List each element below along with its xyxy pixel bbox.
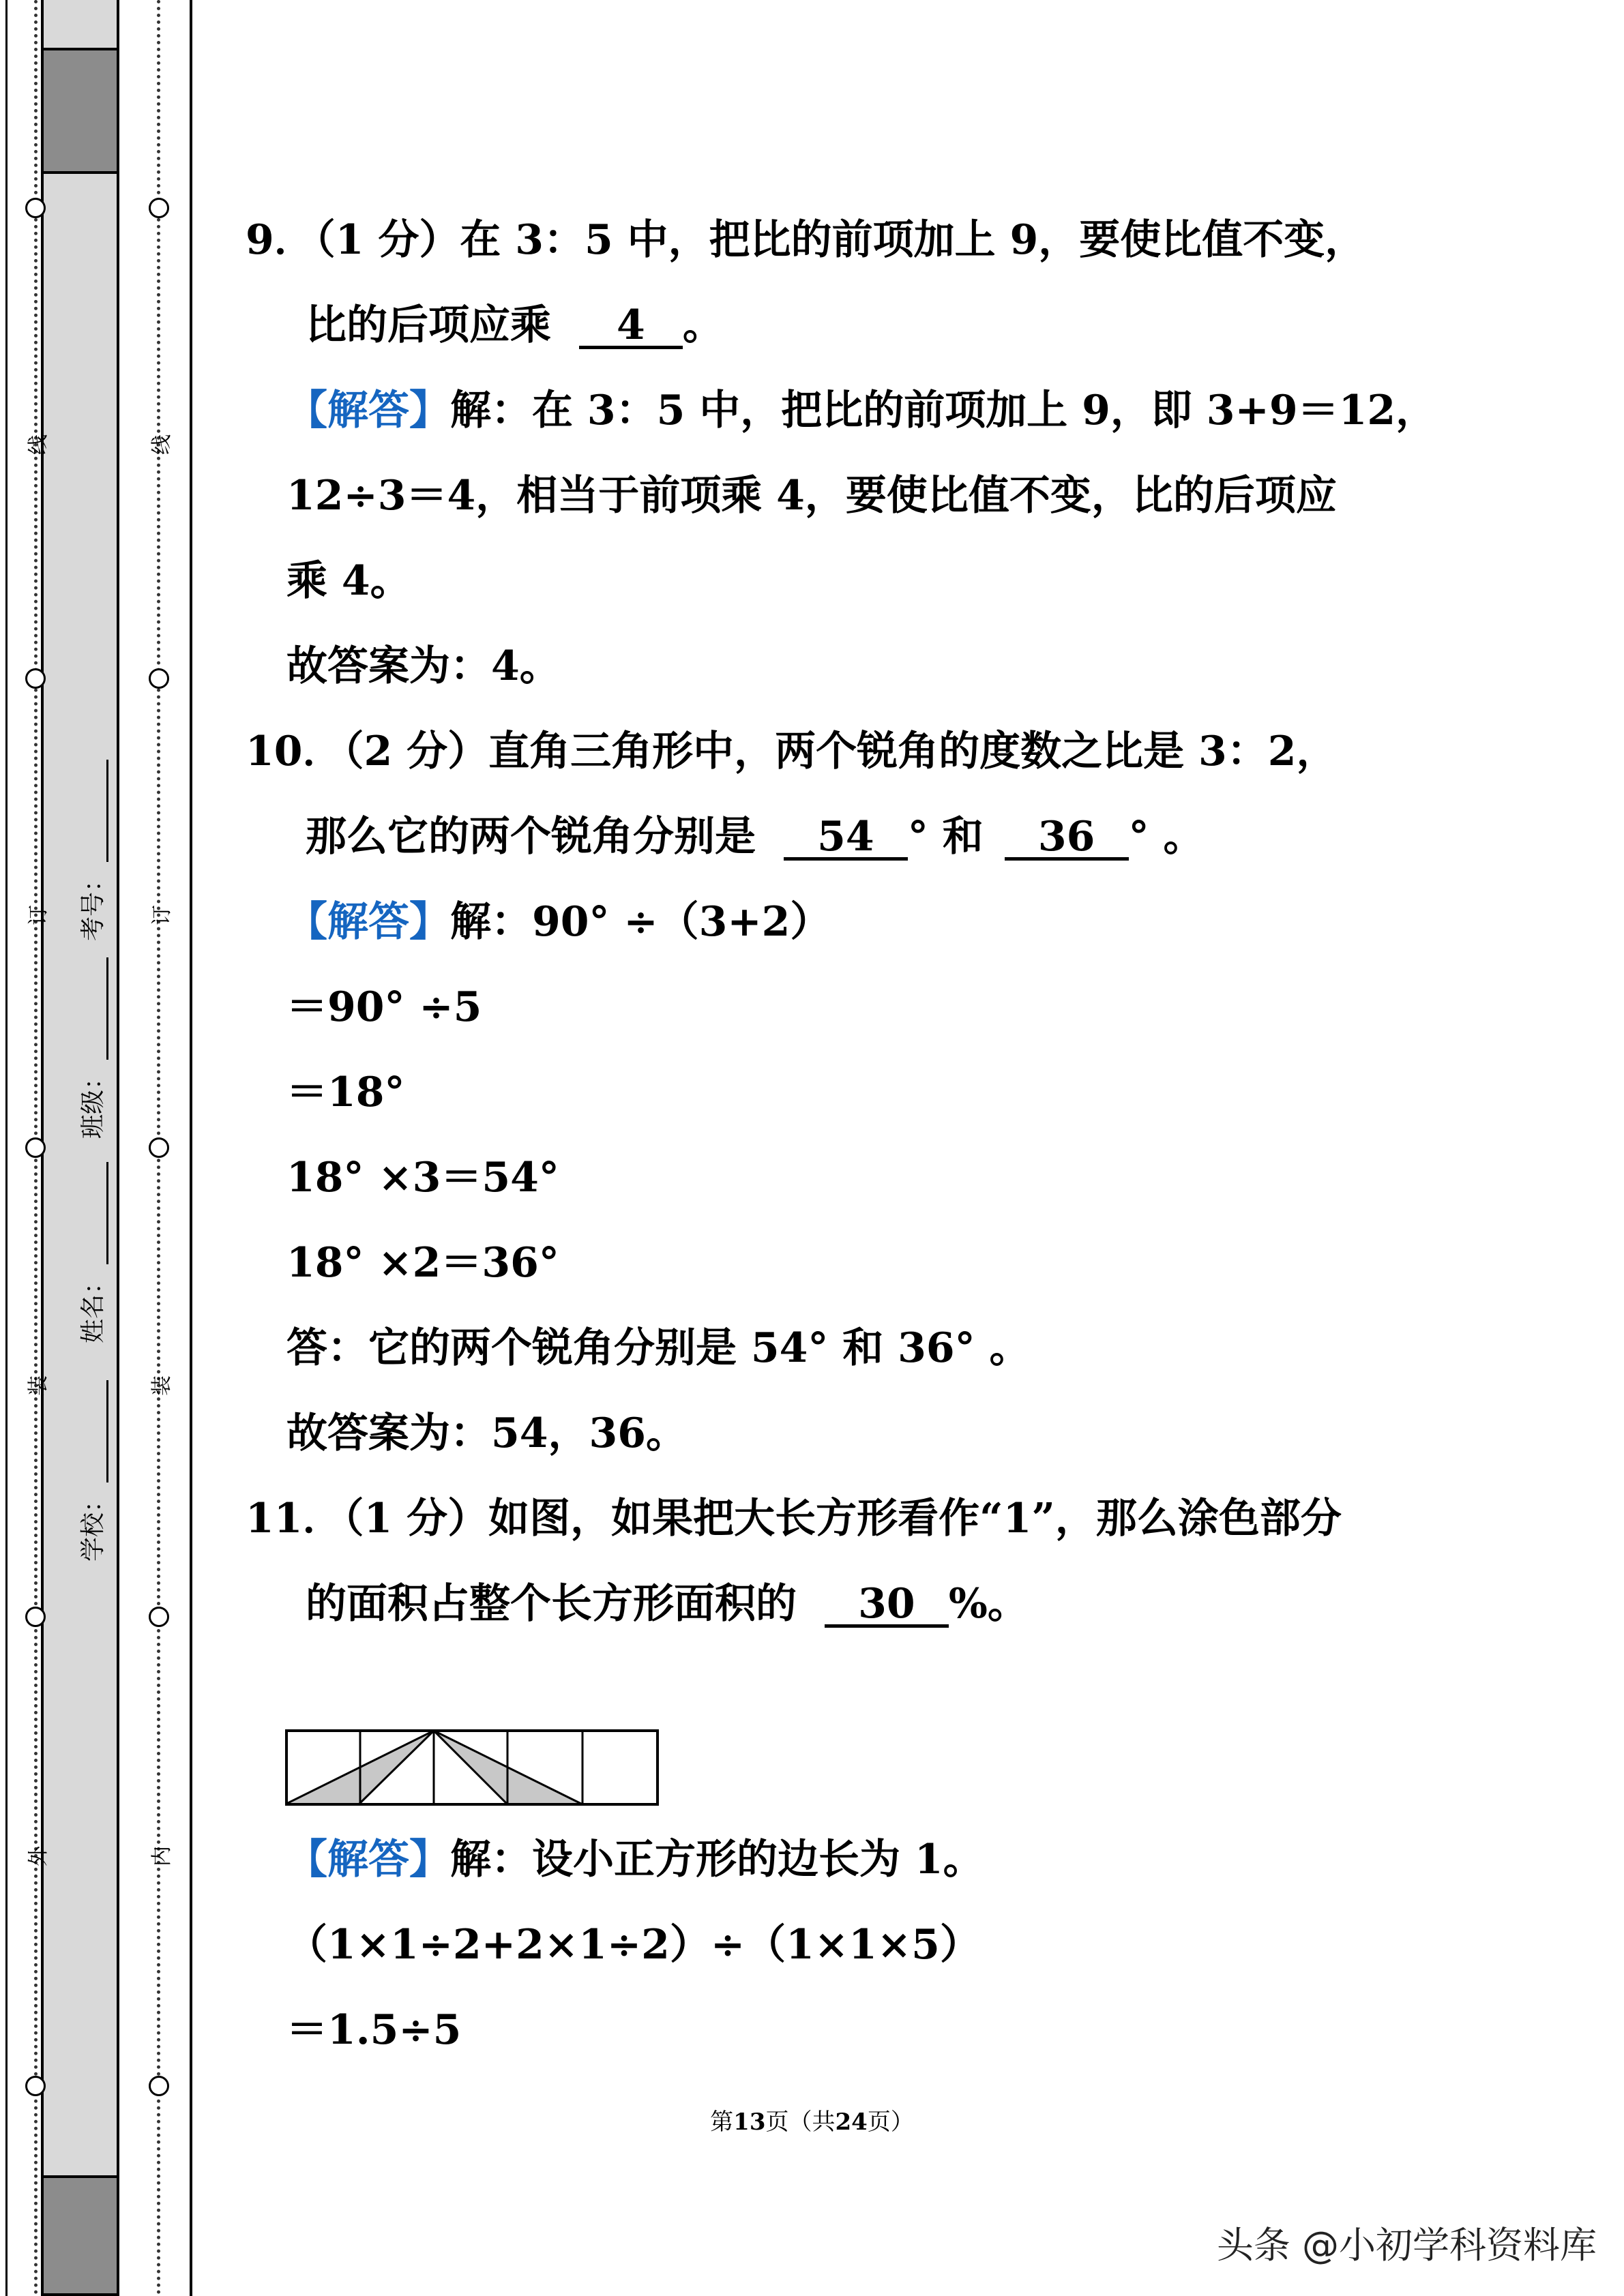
binding-hole-icon <box>25 1137 46 1158</box>
solution-tag: 【解答】 <box>286 387 450 434</box>
q10-solution-line1: 【解答】解：90° ÷（3+2） <box>286 898 831 946</box>
q10-solution-line6: 答：它的两个锐角分别是 54° 和 36° 。 <box>286 1324 1031 1372</box>
q10-solution-line2: ＝90° ÷5 <box>286 983 482 1031</box>
binding-hole-icon <box>25 1607 46 1627</box>
q11-solution-line2: （1×1÷2+2×1÷2）÷（1×1×5） <box>286 1921 981 1969</box>
binding-hole-icon <box>25 198 46 218</box>
q10-answer-1: 54 <box>784 816 908 861</box>
q11-solution-line1: 【解答】解：设小正方形的边长为 1。 <box>286 1836 984 1883</box>
q10-stem-line2: 那么它的两个锐角分别是 54 ° 和 36 ° 。 <box>306 813 1205 861</box>
gutter-dark-block-top <box>41 48 119 174</box>
q10-stem-line1: 10．（2 分）直角三角形中，两个锐角的度数之比是 3：2， <box>246 728 1338 775</box>
binding-hole-icon <box>149 2076 169 2096</box>
solution-tag: 【解答】 <box>286 898 450 946</box>
q9-solution-line3: 乘 4。 <box>286 557 411 605</box>
q9-answer: 4 <box>579 305 683 349</box>
binding-hole-icon <box>149 668 169 689</box>
binding-hole-icon <box>149 1607 169 1627</box>
inner-border-line <box>190 0 192 2296</box>
outer-border-line <box>0 0 8 2296</box>
name-field: 姓名： <box>74 1162 108 1343</box>
q9-stem-line2: 比的后项应乘 4 。 <box>306 301 724 349</box>
q11-stem-line1: 11．（1 分）如图，如果把大长方形看作“1”，那么涂色部分 <box>246 1495 1342 1542</box>
current-page-number: 13 <box>733 2108 766 2136</box>
q9-stem-line1: 9．（1 分）在 3：5 中，把比的前项加上 9，要使比值不变， <box>246 216 1366 264</box>
inner-char-ding: 订 <box>150 905 174 925</box>
binding-hole-icon <box>25 2076 46 2096</box>
q10-solution-line3: ＝18° <box>286 1069 405 1116</box>
gutter-dark-block-bottom <box>41 2175 119 2296</box>
q11-stem-line2: 的面积占整个长方形面积的 30 %。 <box>306 1580 1029 1628</box>
outer-char-zhuang: 装 <box>27 1375 50 1396</box>
q10-solution-line4: 18° ×3＝54° <box>286 1154 559 1202</box>
solution-tag: 【解答】 <box>286 1836 450 1883</box>
q9-solution-line1: 【解答】解：在 3：5 中，把比的前项加上 9，即 3+9＝12， <box>286 387 1437 434</box>
class-field: 班级： <box>74 957 108 1139</box>
total-page-number: 24 <box>835 2108 868 2136</box>
outer-char-xian: 线 <box>27 434 50 455</box>
binding-hole-icon <box>149 1137 169 1158</box>
binding-hole-icon <box>149 198 169 218</box>
outer-char-ding: 订 <box>27 905 50 925</box>
q11-answer: 30 <box>825 1583 949 1628</box>
inner-char-nei: 内 <box>150 1846 174 1866</box>
q11-solution-line3: ＝1.5÷5 <box>286 2006 462 2054</box>
inner-char-zhuang: 装 <box>150 1375 174 1396</box>
inner-char-xian: 线 <box>150 434 174 455</box>
q10-answer-2: 36 <box>1005 816 1129 861</box>
q9-solution-line2: 12÷3＝4，相当于前项乘 4，要使比值不变，比的后项应 <box>286 472 1337 520</box>
q11-figure <box>285 1729 659 1807</box>
binding-gutter <box>41 0 119 2296</box>
binding-hole-icon <box>25 668 46 689</box>
outer-char-wai: 外 <box>27 1846 50 1866</box>
watermark: 头条 @小初学科资料库 <box>1216 2224 1597 2267</box>
page-footer: 第13页（共24页） <box>710 2108 914 2136</box>
school-field: 学校： <box>74 1380 108 1562</box>
q10-solution-line7: 故答案为：54，36。 <box>286 1410 687 1457</box>
exam-number-field: 考号： <box>74 760 108 941</box>
q9-solution-line4: 故答案为：4。 <box>286 642 561 690</box>
q10-solution-line5: 18° ×2＝36° <box>286 1239 559 1287</box>
